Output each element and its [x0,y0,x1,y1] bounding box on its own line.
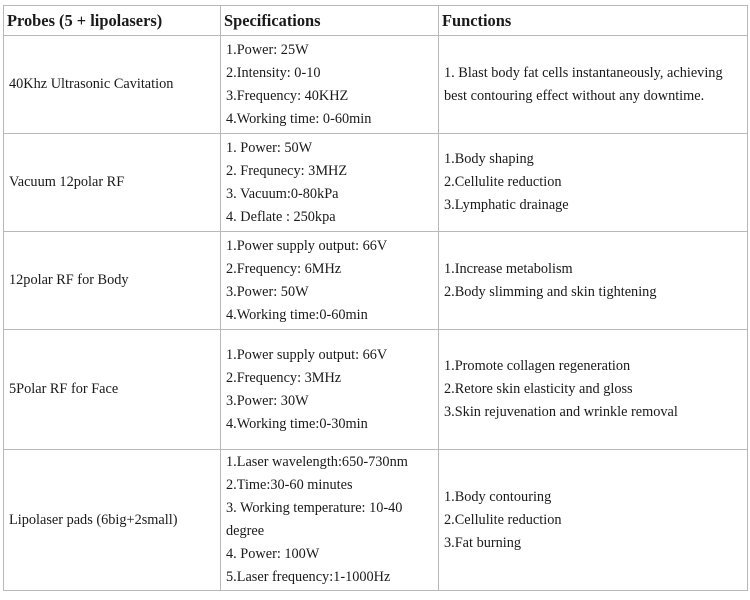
probe-functions [439,134,748,232]
spec-line: 4.Working time:0-30min [226,415,368,432]
header-functions: Functions [439,6,748,36]
spec-line: 5.Laser frequency:1-1000Hz [226,569,391,585]
probe-name: Vacuum 12polar RF [4,134,221,232]
spec-line: 2.Intensity: 0-10 [226,64,321,81]
function-line: 3.Skin rejuvenation and wrinkle removal [444,404,678,420]
spec-line: 3. Vacuum:0-80kPa [226,185,339,202]
spec-line: 2.Time:30-60 minutes [226,477,353,493]
table-row [4,232,748,330]
header-specifications: Specifications [221,6,439,36]
spec-line: 4. Deflate : 250kpa [226,208,336,225]
probe-specs [221,450,439,591]
probe-name: 40Khz Ultrasonic Cavitation [4,36,221,134]
probe-specs [221,36,439,134]
function-line: 3.Lymphatic drainage [444,197,569,213]
table-row [4,450,748,591]
spec-line: 3. Working temperature: 10-40 degree [226,500,403,539]
spec-line: 4.Working time:0-60min [226,306,368,323]
function-line: 3.Fat burning [444,534,522,551]
probe-specs [221,134,439,232]
spec-line: 2.Frequency: 6MHz [226,260,342,277]
probe-name: 12polar RF for Body [4,232,221,330]
probe-functions [439,330,748,450]
function-line: 1.Increase metabolism [444,260,573,277]
spec-line: 1.Power: 25W [226,41,309,58]
spec-line: 3.Power: 30W [226,392,309,409]
spec-line: 1.Power supply output: 66V [226,346,388,363]
function-line: 1.Promote collagen regeneration [444,358,631,374]
function-line: 1. Blast body fat cells instantaneously, achieving best contouring effect without any downtime. [444,64,723,104]
function-line: 2.Retore skin elasticity and gloss [444,381,633,397]
spec-line: 1. Power: 50W [226,139,313,156]
spec-line: 2.Frequency: 3MHz [226,369,342,386]
probe-functions [439,36,748,134]
probe-name: Lipolaser pads (6big+2small) [4,450,221,591]
table-row [4,36,748,134]
probe-functions [439,450,748,591]
probe-specs [221,232,439,330]
function-line: 1.Body shaping [444,151,534,167]
table-row [4,134,748,232]
function-line: 2.Cellulite reduction [444,174,562,190]
spec-line: 2. Frequnecy: 3MHZ [226,162,348,179]
function-line: 2.Body slimming and skin tightening [444,283,657,300]
table-row [4,330,748,450]
probe-functions [439,232,748,330]
probe-specs [221,330,439,450]
header-row [4,6,748,36]
probe-name: 5Polar RF for Face [4,330,221,450]
spec-line: 4.Working time: 0-60min [226,110,372,127]
spec-line: 1.Power supply output: 66V [226,237,388,254]
function-line: 1.Body contouring [444,488,552,505]
function-line: 2.Cellulite reduction [444,511,562,528]
spec-line: 4. Power: 100W [226,546,320,562]
header-probes: Probes (5 + lipolasers) [4,6,221,36]
spec-line: 3.Frequency: 40KHZ [226,87,349,104]
probe-spec-table [3,5,748,591]
spec-line: 1.Laser wavelength:650-730nm [226,454,408,470]
spec-line: 3.Power: 50W [226,283,309,300]
